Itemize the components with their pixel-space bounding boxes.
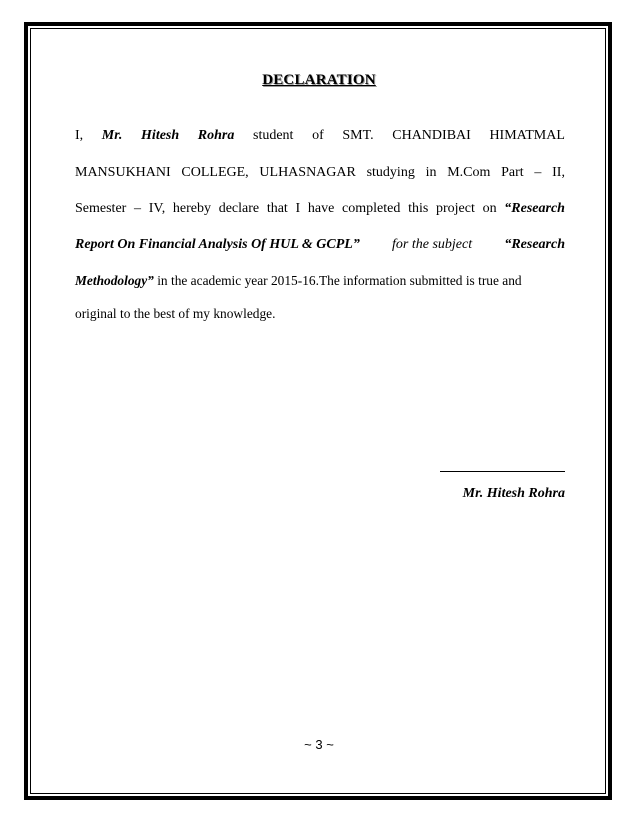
word: ULHASNAGAR	[259, 165, 356, 180]
paragraph-line-5	[75, 271, 565, 291]
word: MANSUKHANI	[75, 165, 171, 180]
word: IV,	[148, 201, 166, 216]
word: HIMATMAL	[489, 128, 565, 143]
word: hereby	[172, 201, 211, 216]
word: I,	[75, 128, 84, 143]
word: project	[436, 201, 475, 216]
paragraph-line-6: original to the best of my knowledge.	[75, 306, 276, 321]
word: CHANDIBAI	[392, 128, 471, 143]
word: I	[295, 201, 301, 216]
word: M.Com	[447, 165, 491, 180]
signature-line	[440, 471, 565, 472]
word: declare	[218, 201, 260, 216]
word: Rohra	[197, 128, 235, 143]
word: Mr.	[101, 128, 123, 143]
word: SMT.	[342, 128, 374, 143]
paragraph-line-1	[75, 126, 565, 146]
declaration-title: DECLARATION	[262, 72, 376, 88]
italic-phrase: for the subject	[392, 237, 473, 252]
page-number: ~ 3 ~	[304, 737, 334, 752]
word: –	[534, 165, 542, 180]
signature-name: Mr. Hitesh Rohra	[462, 486, 565, 501]
word: Hitesh	[141, 128, 180, 143]
word: in	[425, 165, 437, 180]
word: have	[307, 201, 335, 216]
paragraph-line-2	[75, 163, 565, 183]
word: “Research	[504, 201, 565, 216]
word: this	[408, 201, 429, 216]
word: Part	[501, 165, 524, 180]
subject-title-end: Methodology”	[75, 273, 154, 288]
paragraph-line-3	[75, 199, 565, 219]
word: Semester	[75, 201, 127, 216]
word: II,	[552, 165, 565, 180]
project-title-part: Report On Financial Analysis Of HUL & GCPL”	[75, 237, 360, 252]
word: studying	[366, 165, 415, 180]
word: –	[134, 201, 142, 216]
word: COLLEGE,	[181, 165, 249, 180]
word: on	[482, 201, 497, 216]
word: student	[253, 128, 294, 143]
word: completed	[342, 201, 401, 216]
line-5-text: in the academic year 2015-16.The information submitted is true and	[153, 273, 522, 288]
word: that	[266, 201, 288, 216]
word: of	[312, 128, 324, 143]
subject-title-part: “Research	[504, 237, 565, 252]
paragraph-line-4	[75, 235, 565, 255]
